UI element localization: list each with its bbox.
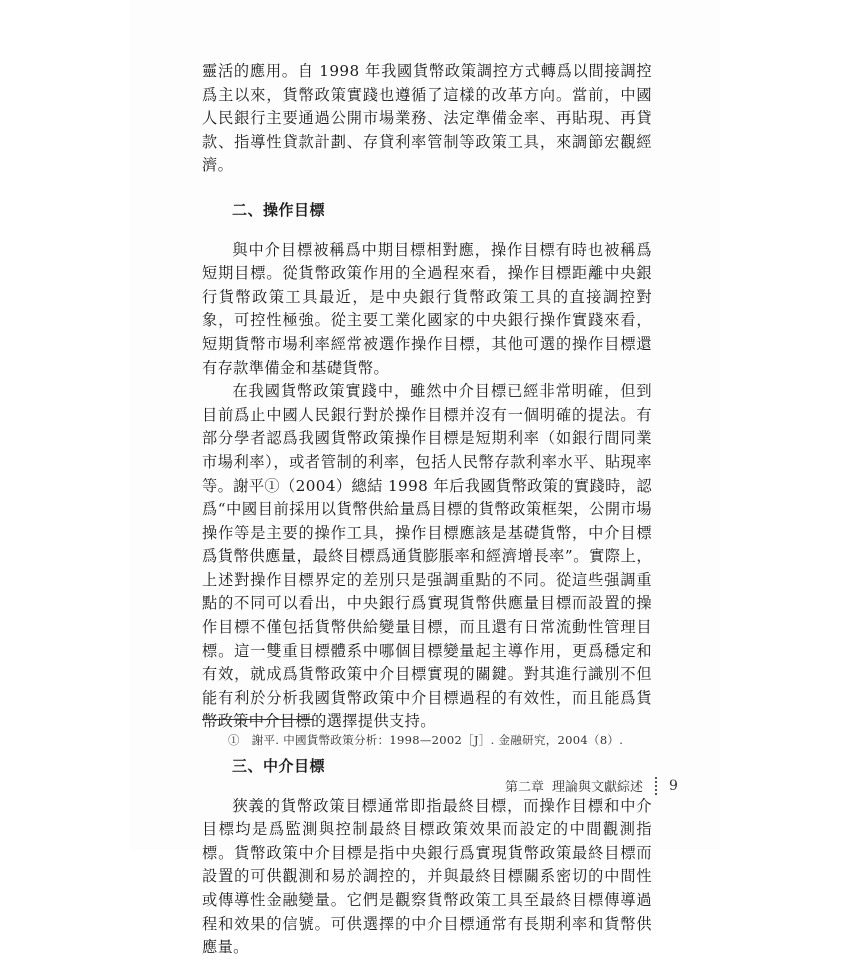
paragraph-operating-target-2: 在我國貨幣政策實踐中，雖然中介目標已經非常明確，但到目前爲止中國人民銀行對於操作目標并沒有一個明確的提法。有部分學者認爲我國貨幣政策操作目標是短期利率（如銀行間同業市場利率），或者管制的利率，包括人民幣存款利率水平、貼現率等。謝平①（2004）總結 1998 年后我國貨幣政策的實踐時，認爲“中國目前採用以貨幣供給量爲目標的貨幣政策框架，公開市場操作等是主要的操作工具，操作目標應該是基礎貨幣，中介目標爲貨幣供應量，最終目標爲通貨膨脹率和經濟增長率”。實際上，上述對操作目標界定的差別只是强調重點的不同。從這些强調重點的不同可以看出，中央銀行爲實現貨幣供應量目標而設置的操作目標不僅包括貨幣供給變量目標，而且還有日常流動性管理目標。這一雙重目標體系中哪個目標變量起主導作用，更爲穩定和有效，就成爲貨幣政策中介目標實現的關鍵。對其進行識別不但能有利於分析我國貨幣政策中介目標過程的有效性，而且能爲貨幣政策中介目標的選擇提供支持。 bbox=[202, 382, 652, 731]
footnote bbox=[228, 732, 623, 748]
footnote-text: 謝平. 中國貨幣政策分析：1998—2002［J］. 金融研究，2004（8）. bbox=[251, 733, 624, 747]
section-heading-operating-target: 二、操作目標 bbox=[232, 200, 326, 219]
footnote-marker: ① bbox=[228, 733, 240, 747]
footer-chapter: 第二章 bbox=[505, 780, 545, 795]
footer-chapter-title: 理論與文獻綜述 bbox=[552, 780, 644, 795]
paragraph-intermediate-target-1: 狹義的貨幣政策目標通常即指最終目標，而操作目標和中介目標均是爲監測與控制最終目標政策效果而設定的中間觀測指標。貨幣政策中介目標是指中央銀行爲實現貨幣政策最終目標而設置的可供觀測和易於調控的，并與最終目標關系密切的中間性或傳導性金融變量。它們是觀察貨幣政策工具至最終目標傳導過程和效果的信號。可供選擇的中介目標通常有長期利率和貨幣供應量。 bbox=[202, 796, 652, 957]
page-footer bbox=[505, 776, 678, 795]
paragraph-continuation: 靈活的應用。自 1998 年我國貨幣政策調控方式轉爲以間接調控爲主以來，貨幣政策實踐也遵循了這樣的改革方向。當前，中國人民銀行主要通過公開市場業務、法定準備金率、再貼現、再貸款、指導性貸款計劃、存貸利率管制等政策工具，來調節宏觀經濟。 bbox=[202, 62, 652, 175]
page-number: 9 bbox=[669, 777, 678, 794]
section-heading-intermediate-target: 三、中介目標 bbox=[232, 757, 326, 776]
footer-separator bbox=[655, 777, 657, 795]
paragraph-operating-target-1: 與中介目標被稱爲中期目標相對應，操作目標有時也被稱爲短期目標。從貨幣政策作用的全過程來看，操作目標距離中央銀行貨幣政策工具最近，是中央銀行貨幣政策工具的直接調控對象，可控性極強。從主要工業化國家的中央銀行操作實踐來看，短期貨幣市場利率經常被選作操作目標，其他可選的操作目標還有存款準備金和基礎貨幣。 bbox=[202, 240, 652, 377]
footnote-divider bbox=[202, 719, 314, 720]
body-text bbox=[202, 60, 652, 960]
